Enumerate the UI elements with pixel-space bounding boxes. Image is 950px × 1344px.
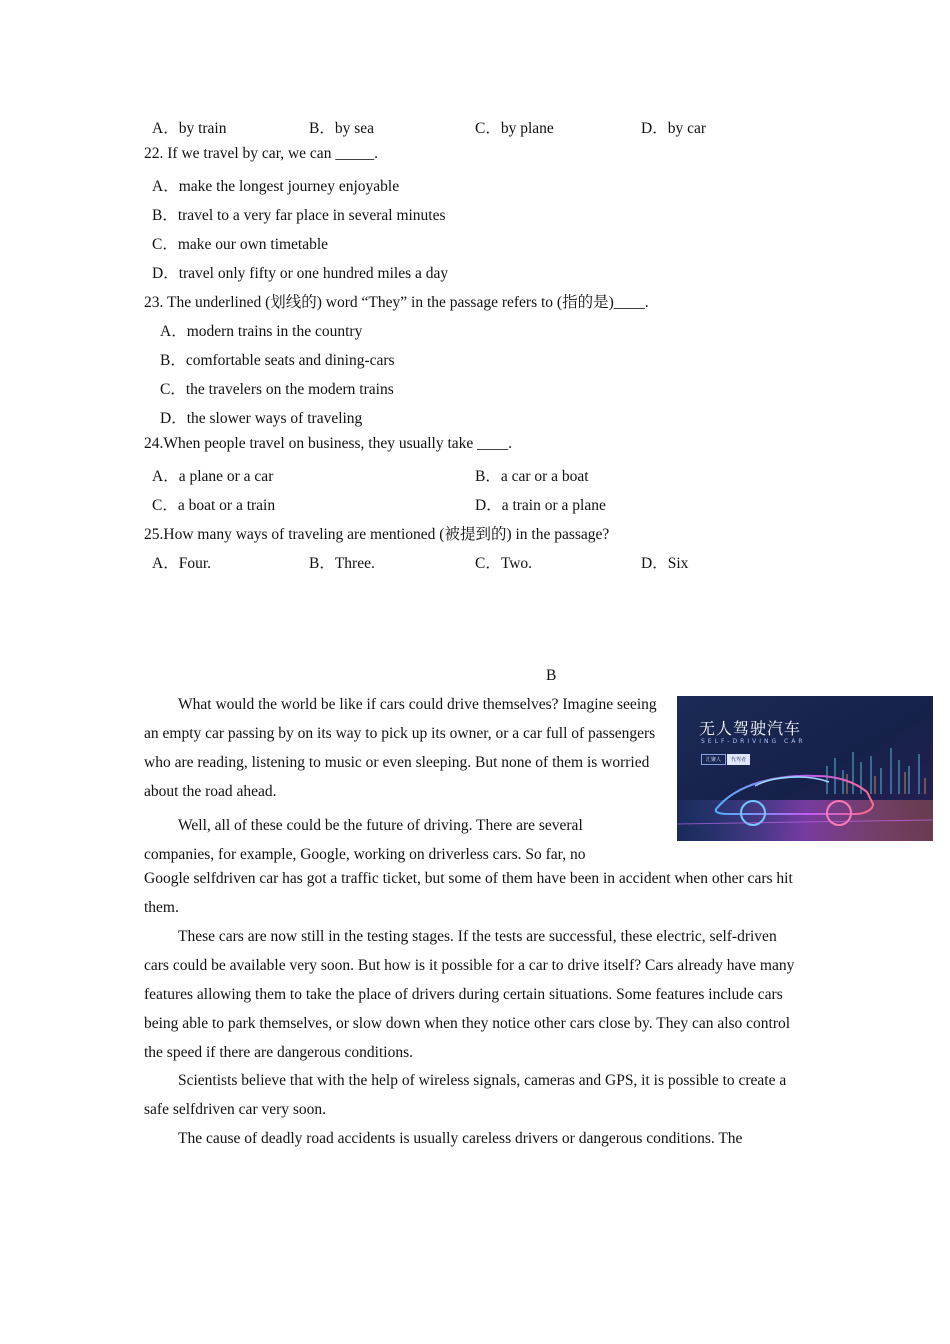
image-cn-title: 无人驾驶汽车: [699, 719, 802, 738]
q25-option-d: D．Six: [641, 555, 689, 572]
self-driving-car-image: [677, 696, 933, 841]
image-en-title: SELF-DRIVING CAR: [701, 738, 806, 745]
q21-option-a: A．by train: [152, 120, 227, 137]
q24-option-d: D．a train or a plane: [475, 497, 606, 514]
passage-paragraph-3: These cars are now still in the testing stages. If the tests are successful, these electric, self-driven cars could be available very soon. But how is it possible for a car to drive itself? Cars already have many features allowing them to take the place of drivers during certain situations. Some features include cars being able to park themselves, or slow down when they notice other cars close by. They can also control the speed if there are dangerous conditions.: [144, 928, 795, 1061]
q25-stem: 25.How many ways of traveling are mentioned (被提到的) in the passage?: [144, 526, 610, 543]
passage-paragraph-1: What would the world be like if cars could drive themselves? Imagine seeing an empty car passing by on its way to pick up its owner, or a car full of passengers who are reading, listening to music or even sleeping. But none of them is worried about the road ahead.: [144, 696, 657, 800]
q23-option-c: C．the travelers on the modern trains: [160, 381, 394, 398]
q25-option-a: A．Four.: [152, 555, 211, 572]
passage-paragraph-2-line-1: Well, all of these could be the future of driving. There are several: [178, 817, 583, 834]
q23-option-b: B．comfortable seats and dining-cars: [160, 352, 395, 369]
passage-paragraph-5: The cause of deadly road accidents is usually careless drivers or dangerous conditions. The: [178, 1130, 743, 1147]
q22-option-d: D．travel only fifty or one hundred miles a day: [152, 265, 449, 282]
q24-option-c: C．a boat or a train: [152, 497, 276, 514]
image-tag-2: 代驾者: [727, 754, 750, 765]
q25-option-c: C．Two.: [475, 555, 533, 572]
q21-option-c: C．by plane: [475, 120, 554, 137]
passage-paragraph-2-line-2: companies, for example, Google, working on driverless cars. So far, no: [144, 846, 586, 863]
q23-stem: 23. The underlined (划线的) word “They” in the passage refers to (指的是)____.: [144, 294, 649, 311]
q22-option-c: C．make our own timetable: [152, 236, 329, 253]
q22-option-a: A．make the longest journey enjoyable: [152, 178, 400, 195]
q22-option-b: B．travel to a very far place in several minutes: [152, 207, 446, 224]
q21-option-b: B．by sea: [309, 120, 375, 137]
q24-option-b: B．a car or a boat: [475, 468, 589, 485]
q23-option-d: D．the slower ways of traveling: [160, 410, 363, 427]
q21-option-d: D．by car: [641, 120, 706, 137]
q24-option-a: A．a plane or a car: [152, 468, 274, 485]
q22-stem: 22. If we travel by car, we can _____.: [144, 145, 378, 162]
q24-stem: 24.When people travel on business, they usually take ____.: [144, 435, 513, 452]
q23-option-a: A．modern trains in the country: [160, 323, 363, 340]
q25-option-b: B．Three.: [309, 555, 375, 572]
section-title: B: [546, 667, 557, 684]
passage-paragraph-4: Scientists believe that with the help of wireless signals, cameras and GPS, it is possible to create a safe selfdriven car very soon.: [144, 1072, 787, 1118]
image-tag-1: 汇聚人: [701, 754, 726, 765]
passage-paragraph-2-rest: Google selfdriven car has got a traffic ticket, but some of them have been in accident when other cars hit them.: [144, 870, 793, 916]
